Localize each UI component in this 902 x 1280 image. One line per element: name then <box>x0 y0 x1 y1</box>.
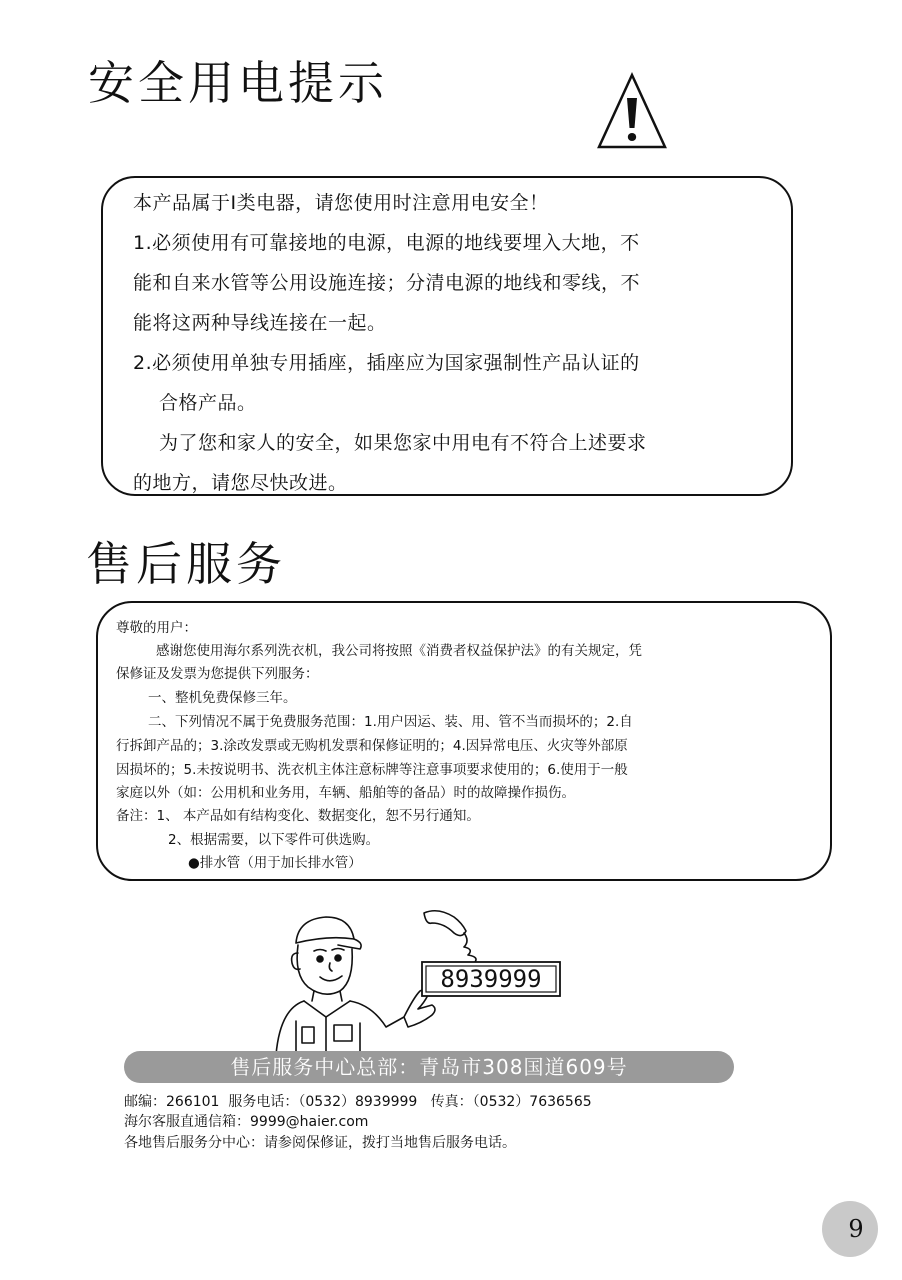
service-title: 售后服务 <box>86 537 286 591</box>
service-line-11: ●排水管（用于加长排水管） <box>188 855 362 871</box>
service-notice-box <box>96 601 832 881</box>
hq-address-bar: 售后服务中心总部：青岛市308国道609号 <box>124 1051 734 1083</box>
service-line-8: 家庭以外（如：公用机和业务用，车辆、船舶等的备品）时的故障操作损伤。 <box>116 785 575 801</box>
contact-line-2: 海尔客服直通信箱：9999@haier.com <box>124 1114 369 1130</box>
page-number: 9 <box>822 1201 878 1257</box>
safety-line-7: 为了您和家人的安全，如果您家中用电有不符合上述要求 <box>159 432 647 454</box>
service-line-4: 一、整机免费保修三年。 <box>148 690 297 706</box>
safety-line-1: 本产品属于I类电器，请您使用时注意用电安全！ <box>133 192 549 214</box>
service-line-10: 2、根据需要，以下零件可供选购。 <box>168 832 380 848</box>
safety-line-8: 的地方，请您尽快改进。 <box>133 472 348 494</box>
service-line-6: 行拆卸产品的；3.涂改发票或无购机发票和保修证明的；4.因异常电压、火灾等外部原 <box>116 738 628 754</box>
safety-line-4: 能将这两种导线连接在一起。 <box>133 312 387 334</box>
safety-line-2: 1.必须使用有可靠接地的电源，电源的地线要埋入大地，不 <box>133 232 640 254</box>
service-line-3: 保修证及发票为您提供下列服务： <box>116 666 319 682</box>
safety-line-5: 2.必须使用单独专用插座，插座应为国家强制性产品认证的 <box>133 352 640 374</box>
service-line-7: 因损坏的；5.未按说明书、洗衣机主体注意标牌等注意事项要求使用的；6.使用于一般 <box>116 762 628 778</box>
service-line-2: 感谢您使用海尔系列洗衣机，我公司将按照《消费者权益保护法》的有关规定，凭 <box>156 643 642 659</box>
service-line-9: 备注：1、 本产品如有结构变化、数据变化，恕不另行通知。 <box>116 808 480 824</box>
safety-line-3: 能和自来水管等公用设施连接；分清电源的地线和零线，不 <box>133 272 641 294</box>
contact-line-3: 各地售后服务分中心：请参阅保修证，拨打当地售后服务电话。 <box>124 1135 516 1151</box>
service-line-5: 二、下列情况不属于免费服务范围：1.用户因运、装、用、管不当而损坏的；2.自 <box>148 714 633 730</box>
safety-line-6: 合格产品。 <box>159 392 257 414</box>
safety-title: 安全用电提示 <box>88 56 388 110</box>
contact-line-1: 邮编：266101 服务电话：（0532）8939999 传真：（0532）7636565 <box>124 1094 592 1110</box>
hotline-number: 8939999 <box>440 965 542 993</box>
service-line-1: 尊敬的用户： <box>116 620 197 636</box>
warning-triangle-icon <box>596 72 668 150</box>
service-staff-illustration <box>268 905 568 1055</box>
safety-notice-box <box>101 176 793 496</box>
